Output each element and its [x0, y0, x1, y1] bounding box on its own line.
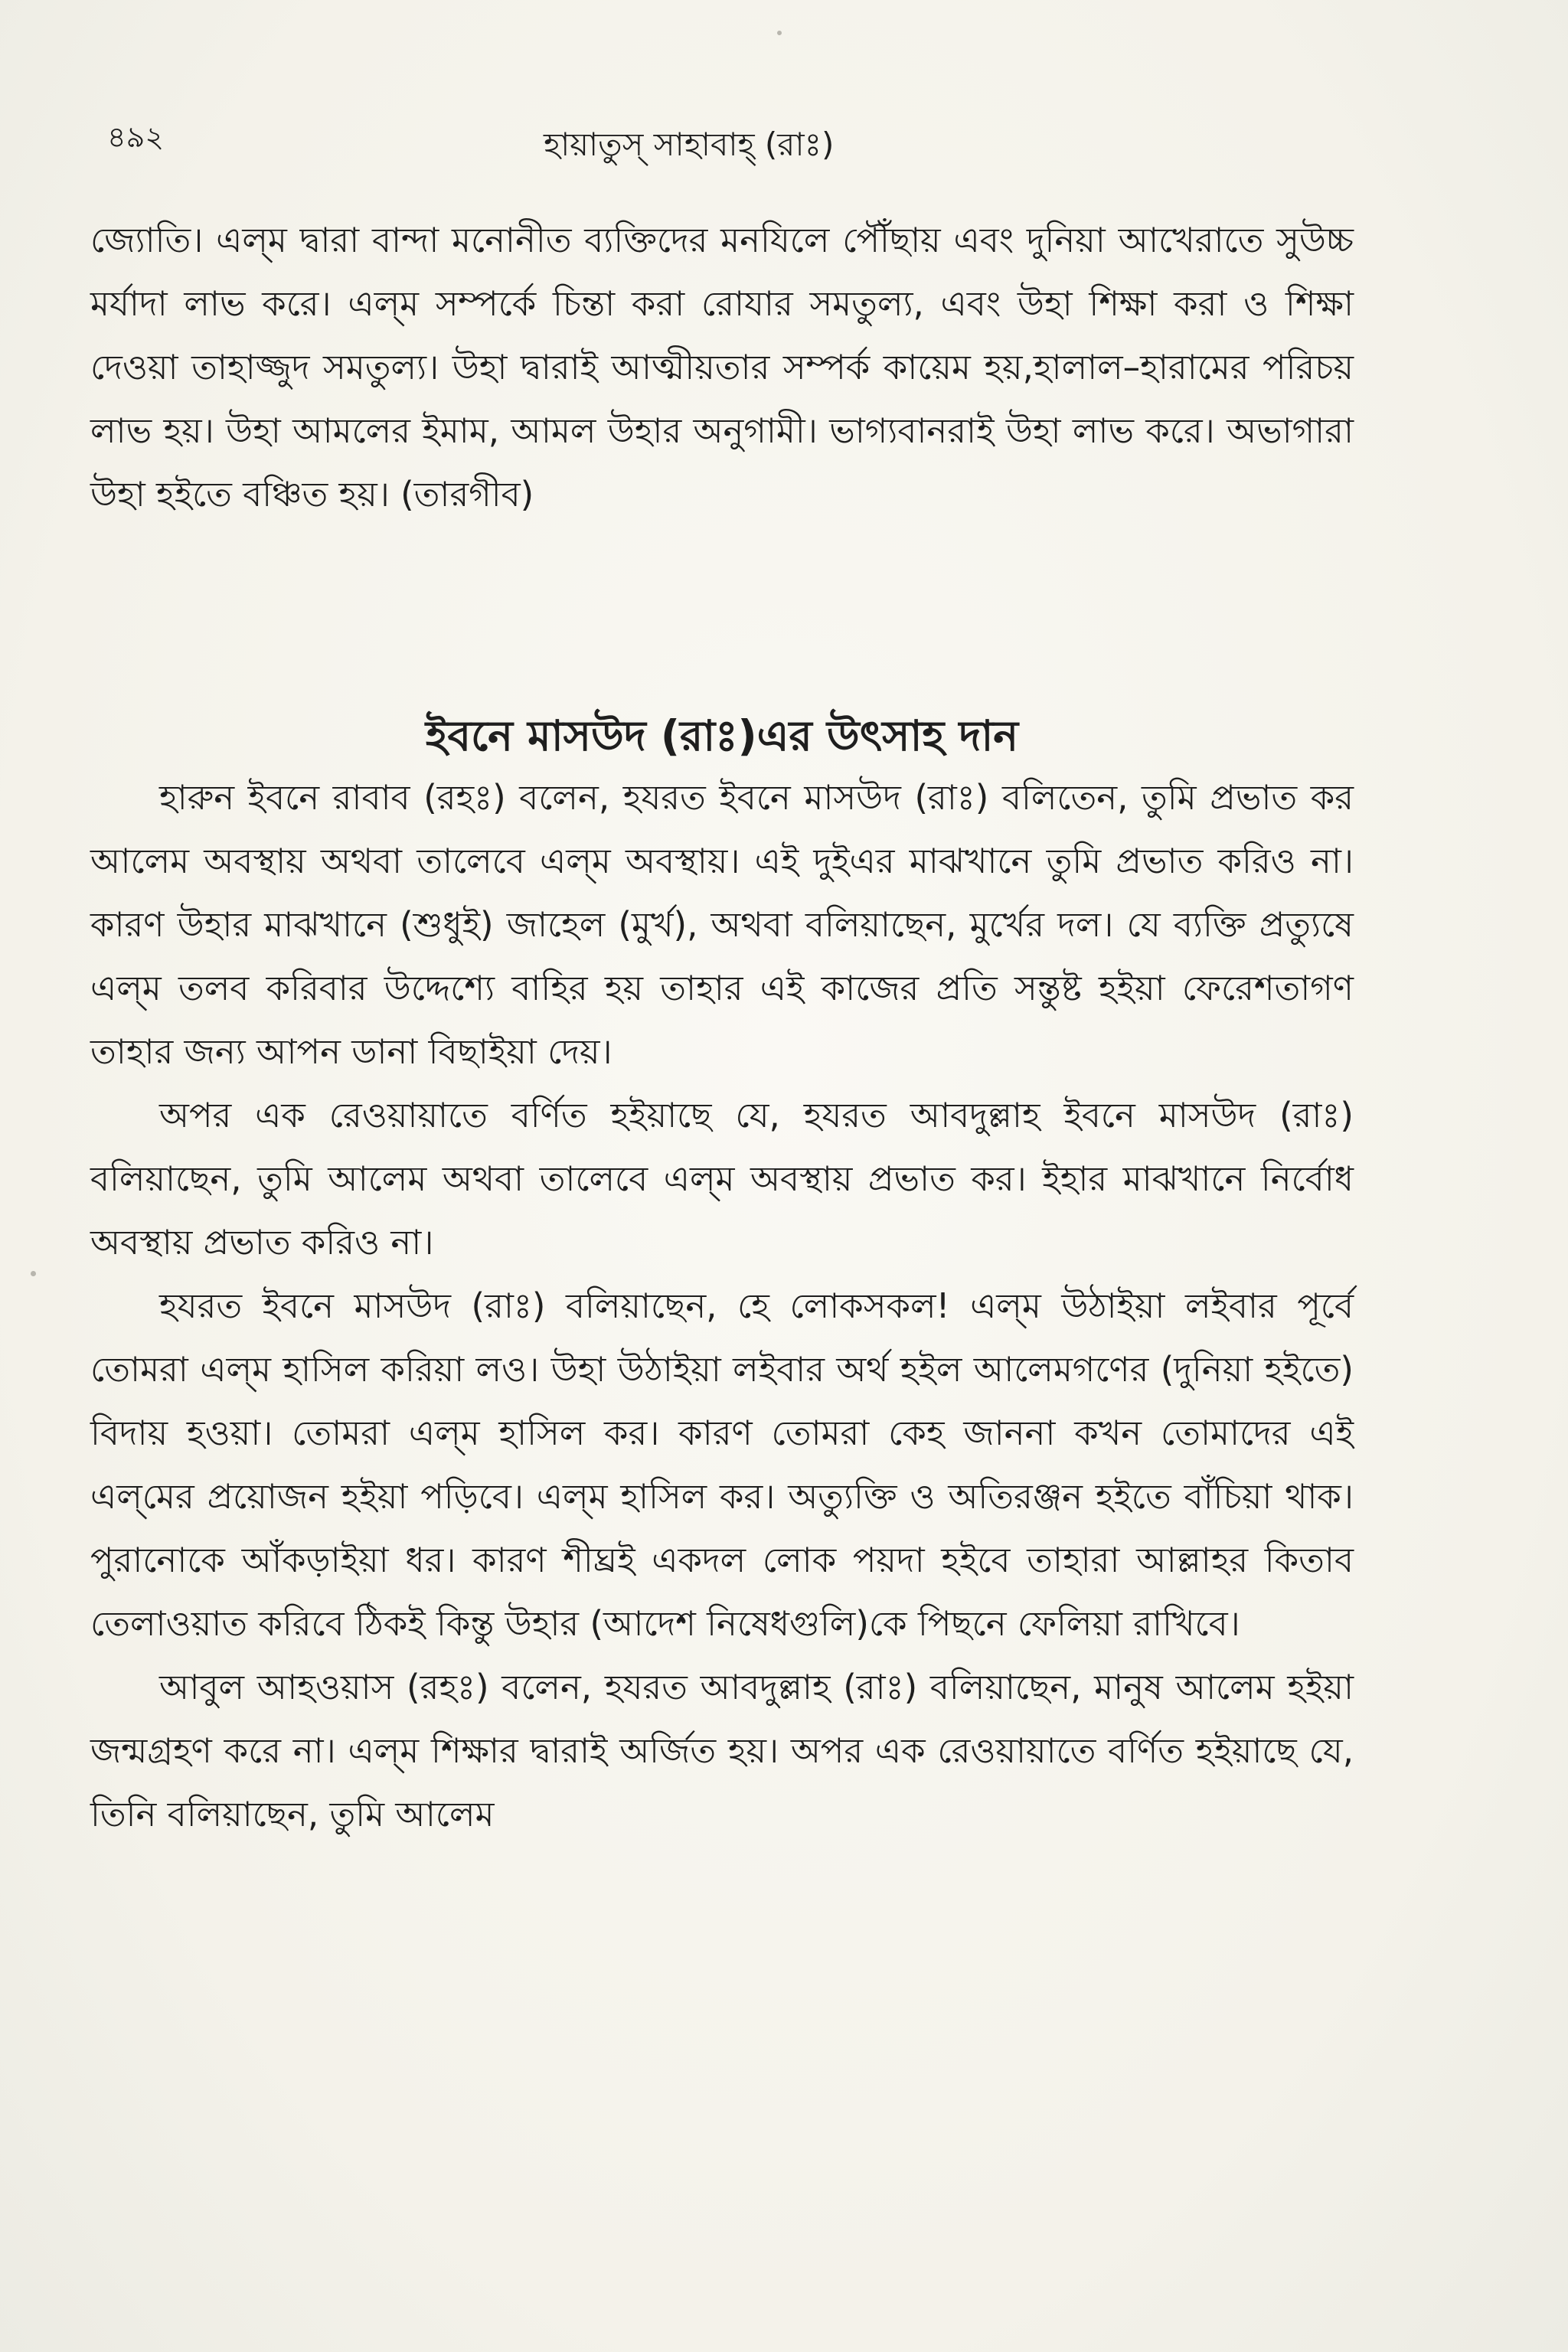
section-text-block: [90, 766, 1354, 1846]
body-paragraph: অপর এক রেওয়ায়াতে বর্ণিত হইয়াছে যে, হযরত আবদুল্লাহ ইবনে মাসউদ (রাঃ) বলিয়াছেন, তুমি আলেম অথবা তালেবে এল্‌ম অবস্থায় প্রভাত কর। ইহার মাঝখানে নির্বোধ অবস্থায় প্রভাত করিও না।: [90, 1095, 1354, 1263]
body-paragraph: জ্যোতি। এল্‌ম দ্বারা বান্দা মনোনীত ব্যক্তিদের মনযিলে পৌঁছায় এবং দুনিয়া আখেরাতে সুউচ্চ মর্যাদা লাভ করে। এল্‌ম সম্পর্কে চিন্তা করা রোযার সমতুল্য, এবং উহা শিক্ষা করা ও শিক্ষা দেওয়া তাহাজ্জুদ সমতুল্য। উহা দ্বারাই আত্মীয়তার সম্পর্ক কায়েম হয়,হালাল–হারামের পরিচয় লাভ হয়। উহা আমলের ইমাম, আমল উহার অনুগামী। ভাগ্যবানরাই উহা লাভ করে। অভাগারা উহা হইতে বঞ্চিত হয়। (তারগীব): [90, 220, 1354, 514]
body-paragraph: হারুন ইবনে রাবাব (রহঃ) বলেন, হযরত ইবনে মাসউদ (রাঃ) বলিতেন, তুমি প্রভাত কর আলেম অবস্থায় অথবা তালেবে এল্‌ম অবস্থায়। এই দুইএর মাঝখানে তুমি প্রভাত করিও না। কারণ উহার মাঝখানে (শুধুই) জাহেল (মুর্খ), অথবা বলিয়াছেন, মুর্খের দল। যে ব্যক্তি প্রত্যুষে এল্‌ম তলব করিবার উদ্দেশ্যে বাহির হয় তাহার এই কাজের প্রতি সন্তুষ্ট হইয়া ফেরেশতাগণ তাহার জন্য আপন ডানা বিছাইয়া দেয়।: [90, 777, 1354, 1072]
paper-speck: [31, 1271, 36, 1276]
page-number: ৪৯২: [107, 120, 165, 154]
intro-text-block: [90, 208, 1354, 526]
page-header: [107, 115, 1348, 168]
body-paragraph: হযরত ইবনে মাসউদ (রাঃ) বলিয়াছেন, হে লোকসকল! এল্‌ম উঠাইয়া লইবার পূর্বে তোমরা এল্‌ম হাসিল করিয়া লও। উহা উঠাইয়া লইবার অর্থ হইল আলেমগণের (দুনিয়া হইতে) বিদায় হওয়া। তোমরা এল্‌ম হাসিল কর। কারণ তোমরা কেহ জাননা কখন তোমাদের এই এল্‌মের প্রয়োজন হইয়া পড়িবে। এল্‌ম হাসিল কর। অত্যুক্তি ও অতিরঞ্জন হইতে বাঁচিয়া থাক। পুরানোকে আঁকড়াইয়া ধর। কারণ শীঘ্রই একদল লোক পয়দা হইবে তাহারা আল্লাহর কিতাব তেলাওয়াত করিবে ঠিকই কিন্তু উহার (আদেশ নিষেধগুলি)কে পিছনে ফেলিয়া রাখিবে।: [90, 1285, 1354, 1644]
section-heading: ইবনে মাসউদ (রাঃ)এর উৎসাহ দান: [425, 711, 1019, 760]
body-paragraph: আবুল আহওয়াস (রহঃ) বলেন, হযরত আবদুল্লাহ (রাঃ) বলিয়াছেন, মানুষ আলেম হইয়া জন্মগ্রহণ করে না। এল্‌ম শিক্ষার দ্বারাই অর্জিত হয়। অপর এক রেওয়ায়াতে বর্ণিত হইয়াছে যে, তিনি বলিয়াছেন, তুমি আলেম: [90, 1667, 1354, 1834]
paper-speck: [777, 31, 782, 35]
running-title: হায়াতুস্ সাহাবাহ্ (রাঃ): [544, 126, 835, 163]
